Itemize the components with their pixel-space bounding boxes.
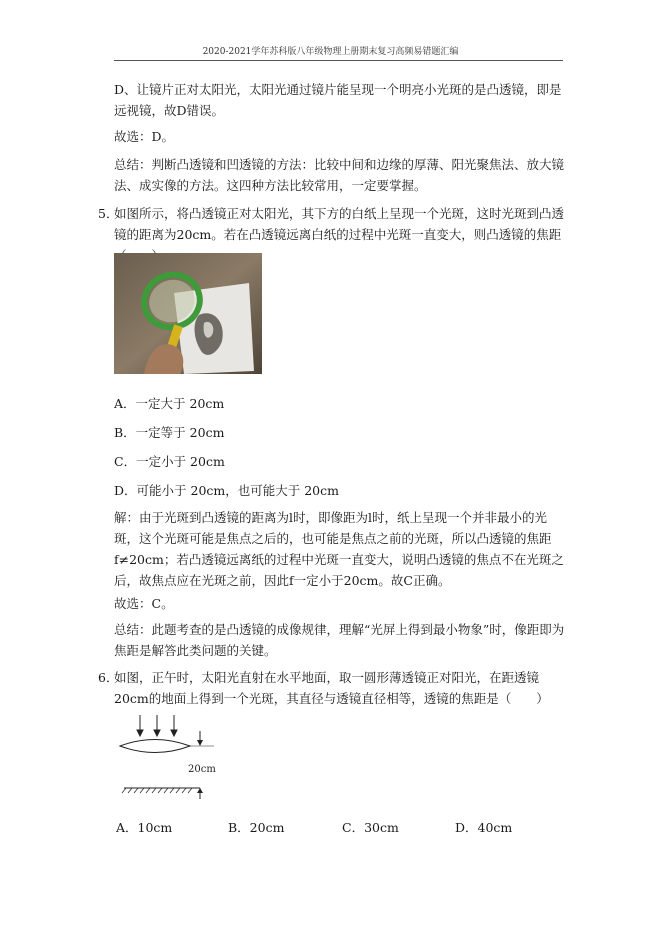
q5-number: 5． [98,206,119,221]
q6-number: 6． [98,670,119,685]
q5-option-a: A．一定大于 20cm [114,396,225,411]
magnifier-photo-illustration [114,253,262,374]
q6-stem: 如图，正午时，太阳光直射在水平地面，取一圆形薄透镜正对阳光，在距透镜20cm的地面上得到一个光斑，其直径与透镜直径相等，透镜的焦距是（ ） [114,670,549,706]
q6-option-b: B．20cm [228,820,285,835]
page-header: 2020-2021学年苏科版八年级物理上册期末复习高频易错题汇编 [202,47,459,57]
diagram-distance-label: 20cm [188,764,216,775]
q6-option-d: D．40cm [455,820,513,835]
prev-option-d-explanation: D、让镜片正对太阳光，太阳光通过镜片能呈现一个明亮小光斑的是凸透镜，即是远视镜，故D错误。 [114,82,562,118]
q6-option-c: C．30cm [342,820,399,835]
q5-option-c: C．一定小于 20cm [114,454,225,469]
q6-lens-diagram [118,713,218,801]
q6-option-a: A．10cm [116,820,173,835]
q5-magnifier-photo [114,253,262,374]
q5-summary: 总结：此题考查的是凸透镜的成像规律，理解“光屏上得到最小物象”时，像距即为焦距是解答此类问题的关键。 [114,622,565,658]
q5-option-d: D．可能小于 20cm，也可能大于 20cm [114,483,339,498]
prev-answer: 故选：D。 [114,129,175,144]
lens-sunlight-diagram [118,713,218,801]
prev-summary: 总结：判断凸透镜和凹透镜的方法：比较中间和边缘的厚薄、阳光聚焦法、放大镜法、成实像的方法。这四种方法比较常用，一定要掌握。 [114,157,565,193]
q5-stem: 如图所示，将凸透镜正对太阳光，其下方的白纸上呈现一个光斑，这时光斑到凸透镜的距离为20cm。若在凸透镜远离白纸的过程中光斑一直变大，则凸透镜的焦距 [114,206,565,242]
q5-answer: 故选：C。 [114,596,174,611]
q5-explanation: 解：由于光斑到凸透镜的距离为l时，即像距为l时，纸上呈现一个并非最小的光斑，这个光斑可能是焦点之后的，也可能是焦点之前的光斑，所以凸透镜的焦距f≠20cm；若凸透镜远离纸的过程中光斑一直变大，说明凸透镜的焦点不在光斑之后，故焦点应在光斑之前，因此f一定小于20cm。故C正确。 [114,510,564,588]
header-divider [114,60,563,61]
q5-option-b: B．一定等于 20cm [114,425,225,440]
